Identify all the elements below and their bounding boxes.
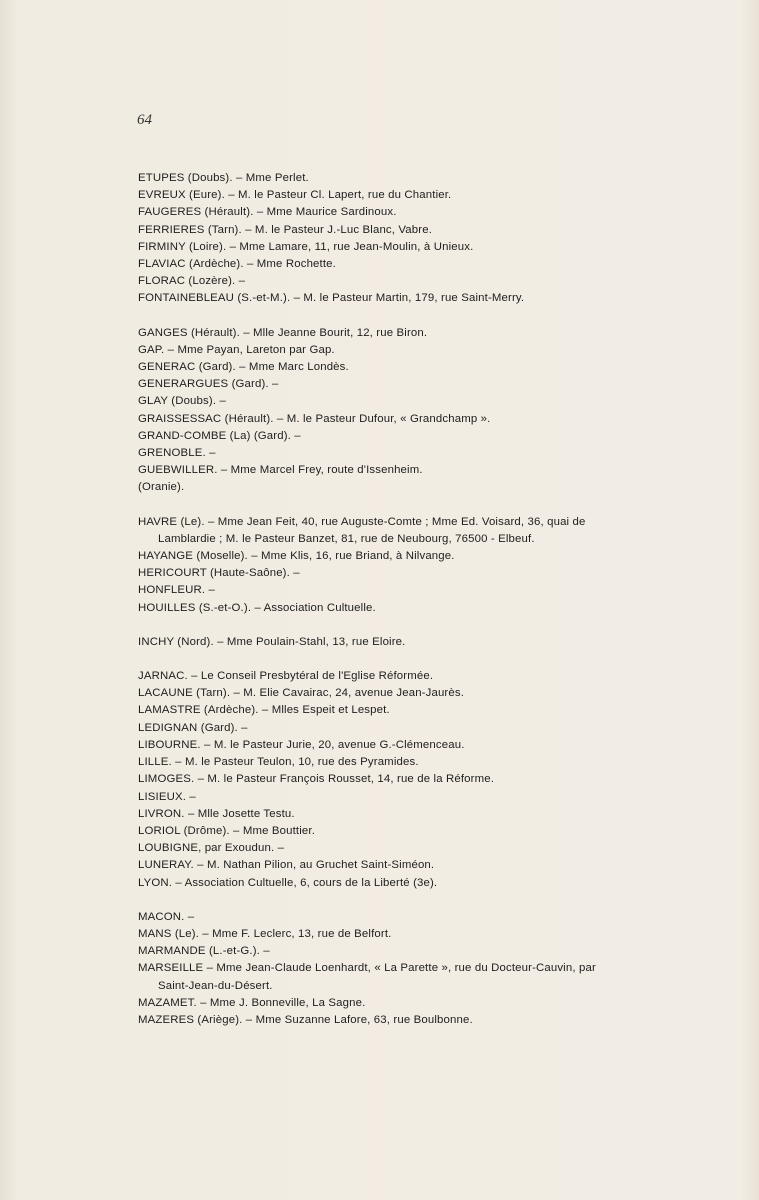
entry-havre: HAVRE (Le). – Mme Jean Feit, 40, rue Auguste-Comte ; Mme Ed. Voisard, 36, quai de Lamblardie ; M. le Pasteur Banzet, 81, rue de Neubourg, 76500 - Elbeuf.	[138, 515, 586, 545]
entry-lacaune: LACAUNE (Tarn). – M. Elie Cavairac, 24, avenue Jean-Jaurès.	[138, 687, 465, 700]
entry-grand-combe: GRAND-COMBE (La) (Gard). –	[138, 429, 301, 442]
group-i	[138, 634, 608, 651]
entry-mazamet: MAZAMET. – Mme J. Bonneville, La Sagne.	[138, 996, 366, 1009]
entry-faugeres: FAUGERES (Hérault). – Mme Maurice Sardinoux.	[138, 206, 397, 219]
directory-listing	[138, 170, 608, 1029]
entry-marmande: MARMANDE (L.-et-G.). –	[138, 945, 270, 958]
entry-limoges: LIMOGES. – M. le Pasteur François Rousset, 14, rue de la Réforme.	[138, 773, 495, 786]
page-number: 64	[137, 112, 152, 128]
entry-gap: GAP. – Mme Payan, Lareton par Gap.	[138, 343, 335, 356]
entry-lille: LILLE. – M. le Pasteur Teulon, 10, rue des Pyramides.	[138, 756, 419, 769]
entry-fontainebleau: FONTAINEBLEAU (S.-et-M.). – M. le Pasteur Martin, 179, rue Saint-Merry.	[138, 292, 525, 305]
entry-firminy: FIRMINY (Loire). – Mme Lamare, 11, rue Jean-Moulin, à Unieux.	[138, 240, 474, 253]
entry-hericourt: HERICOURT (Haute-Saône). –	[138, 567, 300, 580]
entry-florac: FLORAC (Lozère). –	[138, 275, 246, 288]
entry-loriol: LORIOL (Drôme). – Mme Bouttier.	[138, 824, 316, 837]
group-j-l	[138, 668, 608, 892]
group-m	[138, 909, 608, 1029]
group-g	[138, 325, 608, 497]
entry-macon: MACON. –	[138, 910, 195, 923]
entry-lisieux: LISIEUX. –	[138, 790, 196, 803]
entry-generargues: GENERARGUES (Gard). –	[138, 378, 279, 391]
entry-lamastre: LAMASTRE (Ardèche). – Mlles Espeit et Lespet.	[138, 704, 390, 717]
entry-jarnac: JARNAC. – Le Conseil Presbytéral de l'Eglise Réformée.	[138, 670, 434, 683]
entry-livron: LIVRON. – Mlle Josette Testu.	[138, 807, 295, 820]
entry-luneray: LUNERAY. – M. Nathan Pilion, au Gruchet Saint-Siméon.	[138, 859, 435, 872]
entry-oranie: (Oranie).	[138, 481, 185, 494]
entry-glay: GLAY (Doubs). –	[138, 395, 226, 408]
entry-etupes: ETUPES (Doubs). – Mme Perlet.	[138, 172, 309, 184]
group-e-f	[138, 170, 608, 308]
entry-ferrieres: FERRIERES (Tarn). – M. le Pasteur J.-Luc Blanc, Vabre.	[138, 223, 433, 236]
entry-houilles: HOUILLES (S.-et-O.). – Association Cultuelle.	[138, 601, 376, 614]
entry-guebwiller: GUEBWILLER. – Mme Marcel Frey, route d'Issenheim.	[138, 464, 423, 477]
group-h	[138, 514, 608, 617]
entry-mans: MANS (Le). – Mme F. Leclerc, 13, rue de Belfort.	[138, 927, 392, 940]
entry-libourne: LIBOURNE. – M. le Pasteur Jurie, 20, avenue G.-Clémenceau.	[138, 738, 465, 751]
entry-ledignan: LEDIGNAN (Gard). –	[138, 721, 248, 734]
entry-lyon: LYON. – Association Cultuelle, 6, cours de la Liberté (3e).	[138, 876, 438, 889]
entry-mazeres: MAZERES (Ariège). – Mme Suzanne Lafore, 63, rue Boulbonne.	[138, 1013, 473, 1026]
entry-marseille: MARSEILLE – Mme Jean-Claude Loenhardt, « La Parette », rue du Docteur-Cauvin, par Saint-Jean-du-Désert.	[138, 962, 596, 992]
entry-grenoble: GRENOBLE. –	[138, 447, 216, 460]
entry-hayange: HAYANGE (Moselle). – Mme Klis, 16, rue Briand, à Nilvange.	[138, 550, 455, 563]
entry-evreux: EVREUX (Eure). – M. le Pasteur Cl. Lapert, rue du Chantier.	[138, 189, 452, 202]
entry-flaviac: FLAVIAC (Ardèche). – Mme Rochette.	[138, 258, 336, 271]
entry-ganges: GANGES (Hérault). – Mlle Jeanne Bourit, 12, rue Biron.	[138, 326, 428, 339]
entry-generac: GENERAC (Gard). – Mme Marc Londès.	[138, 361, 349, 374]
entry-loubigne: LOUBIGNE, par Exoudun. –	[138, 842, 285, 855]
entry-graissessac: GRAISSESSAC (Hérault). – M. le Pasteur Dufour, « Grandchamp ».	[138, 412, 491, 425]
entry-inchy: INCHY (Nord). – Mme Poulain-Stahl, 13, rue Eloire.	[138, 635, 406, 648]
entry-honfleur: HONFLEUR. –	[138, 584, 215, 597]
